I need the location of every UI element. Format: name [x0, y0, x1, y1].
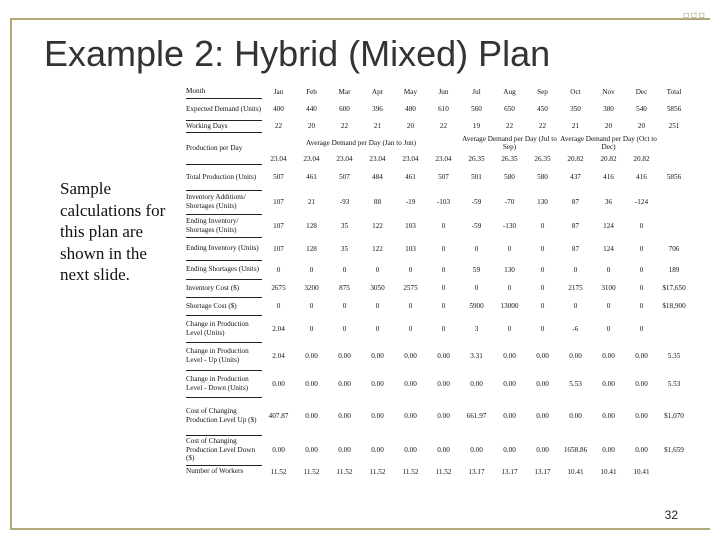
production-per-day-label: Production per Day: [186, 132, 262, 164]
total-cell: [658, 465, 690, 478]
row-label: Ending Inventory/ Shortages (Units): [186, 214, 262, 237]
plan-row-11: [186, 435, 690, 465]
table-cell: 0.00: [305, 446, 318, 454]
table-cell: -130: [502, 221, 517, 230]
table-cell: 0: [507, 244, 512, 253]
blank-cell: [658, 132, 690, 154]
row-label: Change in Production Level (Units): [186, 315, 262, 342]
table-cell: 0: [309, 265, 314, 274]
table-cell: 130: [537, 198, 548, 206]
month-cell: Feb: [306, 88, 317, 96]
table-cell: 11.52: [270, 467, 287, 476]
table-cell: 0: [639, 265, 644, 274]
table-cell: 540: [636, 105, 647, 113]
table-cell: 0.00: [569, 412, 582, 420]
average-demand-annotation-row: [186, 132, 690, 154]
table-cell: 2.04: [272, 352, 285, 360]
table-cell: 0: [441, 221, 446, 230]
table-cell: 380: [603, 105, 614, 113]
table-cell: 0.00: [602, 352, 615, 360]
month-cell: Apr: [371, 88, 384, 96]
plan-row-2: [186, 214, 690, 237]
table-cell: 128: [306, 221, 317, 230]
table-cell: 124: [603, 221, 614, 230]
table-cell: 0: [606, 265, 611, 274]
table-cell: 600: [339, 105, 350, 113]
table-cell: 0.00: [470, 446, 483, 454]
table-cell: 450: [537, 105, 548, 113]
table-cell: 610: [438, 105, 449, 113]
table-cell: 122: [372, 244, 383, 253]
total-cell: [658, 315, 690, 342]
table-cell: 0: [639, 324, 644, 333]
table-cell: 10.41: [600, 467, 617, 476]
table-cell: 87: [571, 221, 580, 230]
table-cell: 0: [639, 244, 644, 253]
table-cell: 0: [573, 302, 578, 310]
plan-row-12: [186, 465, 690, 478]
month-cell: Oct: [570, 88, 581, 96]
total-cell: 5.35: [667, 352, 681, 360]
table-cell: 20: [637, 122, 646, 130]
slide-frame-top: [10, 18, 710, 20]
table-cell: 22: [538, 122, 547, 130]
table-cell: 23.04: [402, 155, 419, 163]
table-cell: 650: [504, 105, 515, 113]
table-cell: -59: [471, 198, 482, 206]
table-cell: 21: [571, 122, 580, 130]
table-cell: 437: [570, 173, 581, 181]
table-cell: 0: [408, 265, 413, 274]
row-label: Change in Production Level - Up (Units): [186, 342, 262, 370]
table-cell: 0.00: [602, 412, 615, 420]
month-cell: Sep: [537, 88, 548, 96]
table-cell: 20: [307, 122, 316, 130]
table-cell: 0: [474, 244, 479, 253]
table-cell: 0.00: [404, 379, 417, 388]
slide-frame-left: [10, 18, 12, 528]
table-cell: 461: [405, 173, 416, 181]
table-cell: 35: [340, 244, 349, 253]
table-cell: 0: [639, 284, 644, 292]
table-cell: 11.52: [336, 467, 353, 476]
table-cell: 0.00: [635, 446, 648, 454]
table-cell: 13.17: [468, 467, 485, 476]
header-row: [186, 86, 690, 98]
table-cell: 22: [340, 122, 349, 130]
table-cell: 59: [472, 265, 481, 274]
table-cell: 23.04: [336, 155, 353, 163]
table-cell: 0.00: [404, 446, 417, 454]
table-cell: -124: [634, 198, 649, 206]
table-cell: 0.00: [470, 379, 483, 388]
month-cell: Aug: [503, 88, 516, 96]
table-cell: 0: [342, 324, 347, 333]
table-cell: 107: [273, 198, 284, 206]
total-cell: 189: [668, 265, 680, 274]
table-cell: 21: [373, 122, 382, 130]
total-cell: $1,659: [664, 446, 684, 454]
table-cell: 0.00: [371, 352, 384, 360]
table-cell: 0: [474, 284, 479, 292]
table-cell: 875: [339, 284, 350, 292]
table-cell: 0.00: [536, 352, 549, 360]
table-cell: -6: [572, 324, 579, 333]
table-cell: 2675: [271, 284, 286, 292]
table-cell: 416: [603, 173, 614, 181]
table-cell: 0.00: [437, 412, 450, 420]
slide-frame-bottom: [10, 528, 710, 530]
table-cell: 0: [441, 244, 446, 253]
month-cell: Dec: [635, 88, 648, 96]
table-cell: 507: [273, 173, 284, 181]
production-per-day-row: [186, 154, 690, 164]
table-cell: 0: [276, 302, 281, 310]
table-cell: 396: [372, 105, 383, 113]
table-cell: 20.82: [633, 155, 650, 163]
table-cell: 23.04: [435, 155, 452, 163]
table-cell: 0.00: [503, 352, 516, 360]
table-cell: 0.00: [338, 379, 351, 388]
table-cell: 0.00: [272, 446, 285, 454]
table-cell: 400: [273, 105, 284, 113]
table-cell: 35: [340, 221, 349, 230]
table-cell: 3: [474, 324, 479, 333]
table-cell: 0.00: [338, 352, 351, 360]
table-cell: 0.00: [635, 379, 648, 388]
row-label: Inventory Cost ($): [186, 279, 262, 297]
table-cell: 13.17: [534, 467, 551, 476]
avg-demand-oct-dec-note: Average Demand per Day (Oct to Dec): [560, 134, 657, 151]
table-cell: 107: [273, 244, 284, 253]
plan-row-6: [186, 297, 690, 315]
table-cell: -59: [471, 221, 482, 230]
table-cell: 580: [537, 173, 548, 181]
total-cell: 5856: [666, 173, 682, 181]
table-cell: 0: [309, 324, 314, 333]
table-cell: 19: [472, 122, 481, 130]
table-cell: 0: [540, 284, 545, 292]
table-cell: 0.00: [404, 352, 417, 360]
table-cell: 0: [276, 265, 281, 274]
row-label: Shortage Cost ($): [186, 297, 262, 315]
row-label: Working Days: [186, 120, 262, 132]
table-cell: 103: [405, 221, 416, 230]
table-cell: 0.00: [569, 352, 582, 360]
table-cell: 0: [540, 265, 545, 274]
table-cell: 87: [571, 244, 580, 253]
table-cell: 407.87: [268, 412, 289, 420]
table-cell: 0: [573, 265, 578, 274]
table-cell: 0: [639, 302, 644, 310]
month-cell: Jun: [438, 88, 449, 96]
total-cell: $1,070: [664, 412, 684, 420]
plan-row-1: [186, 190, 690, 214]
table-cell: 3100: [601, 284, 616, 292]
table-cell: 0.00: [371, 412, 384, 420]
table-cell: 0.00: [437, 379, 450, 388]
table-cell: 22: [439, 122, 448, 130]
table-cell: 11.52: [402, 467, 419, 476]
table-cell: 0.00: [305, 412, 318, 420]
row-label: Inventory Additions/ Shortages (Units): [186, 190, 262, 214]
table-cell: 0.00: [536, 446, 549, 454]
month-cell: Jul: [472, 88, 481, 96]
table-cell: 0.00: [371, 446, 384, 454]
table-cell: 2175: [568, 284, 583, 292]
table-cell: 107: [273, 221, 284, 230]
table-cell: 0.00: [602, 379, 615, 388]
table-cell: 661.97: [466, 412, 487, 420]
month-cell: Nov: [602, 88, 615, 96]
table-cell: 22: [505, 122, 514, 130]
table-cell: 0.00: [404, 412, 417, 420]
table-cell: 5900: [469, 302, 484, 310]
month-cell: Jan: [273, 88, 284, 96]
table-cell: 0: [342, 302, 347, 310]
table-cell: 416: [636, 173, 647, 181]
table-cell: 0.00: [536, 379, 549, 388]
plan-row-8: [186, 342, 690, 370]
table-cell: -103: [436, 198, 451, 206]
table-cell: 23.04: [303, 155, 320, 163]
table-cell: 507: [339, 173, 350, 181]
table-cell: 20.82: [567, 155, 584, 163]
table-cell: 440: [306, 105, 317, 113]
corner-decoration: ▫▫▫: [682, 10, 706, 21]
row-label: Number of Workers: [186, 467, 244, 476]
table-cell: -70: [504, 198, 515, 206]
slide-title: Example 2: Hybrid (Mixed) Plan: [44, 33, 551, 74]
total-cell: [658, 190, 690, 214]
table-cell: 10.41: [567, 467, 584, 476]
table-cell: 0.00: [503, 412, 516, 420]
row-label: Cost of Changing Production Level Up ($): [186, 397, 262, 435]
table-cell: 13000: [500, 302, 519, 310]
table-cell: 0: [540, 244, 545, 253]
table-cell: 11.52: [435, 467, 452, 476]
table-cell: 0: [540, 302, 545, 310]
table-cell: 13.17: [501, 467, 518, 476]
table-cell: 36: [604, 198, 613, 206]
side-note: Sample calculations for this plan are shown in the next slide.: [60, 179, 166, 284]
plan-row-4: [186, 260, 690, 279]
table-cell: 0.00: [371, 379, 384, 388]
table-cell: 11.52: [303, 467, 320, 476]
row-label: Cost of Changing Production Level Down ($): [186, 435, 262, 465]
table-cell: 10.41: [633, 467, 650, 476]
table-cell: 0.00: [305, 352, 318, 360]
table-cell: 0.00: [437, 446, 450, 454]
table-cell: 507: [438, 173, 449, 181]
plan-row-5: [186, 279, 690, 297]
table-cell: 0.00: [602, 446, 615, 454]
total-cell: 251: [668, 122, 680, 130]
table-cell: 0: [540, 324, 545, 333]
table-cell: 22: [274, 122, 283, 130]
total-cell: 706: [668, 244, 680, 253]
table-cell: 0.00: [437, 352, 450, 360]
plan-row-3: [186, 237, 690, 260]
total-cell: $18,900: [662, 302, 686, 310]
row-label: Ending Inventory (Units): [186, 237, 262, 260]
table-cell: 0.00: [305, 379, 318, 388]
row-label: Ending Shortages (Units): [186, 260, 262, 279]
working-days-row: [186, 120, 690, 132]
table-cell: 461: [306, 173, 317, 181]
table-cell: 3200: [304, 284, 319, 292]
avg-demand-jan-jun-note: Average Demand per Day (Jan to Jun): [305, 138, 417, 147]
month-header: Month: [186, 86, 262, 98]
table-cell: 26.35: [534, 155, 551, 163]
table-cell: 0: [507, 284, 512, 292]
table-cell: 87: [571, 198, 580, 206]
total-cell: 5856: [666, 105, 682, 113]
plan-row-9: [186, 370, 690, 397]
table-cell: 21: [307, 198, 316, 206]
table-cell: 2575: [403, 284, 418, 292]
table-cell: 3050: [370, 284, 385, 292]
table-cell: 580: [504, 173, 515, 181]
table-cell: 0: [441, 265, 446, 274]
table-cell: 88: [373, 198, 382, 206]
table-cell: 2.04: [272, 324, 285, 333]
table-cell: 0: [540, 221, 545, 230]
row-label: Total Production (Units): [186, 164, 262, 190]
table-cell: 0.00: [338, 412, 351, 420]
table-cell: 0: [309, 302, 314, 310]
total-cell: [658, 214, 690, 237]
total-cell: [658, 154, 690, 164]
table-cell: 23.04: [369, 155, 386, 163]
table-cell: 130: [504, 265, 515, 274]
table-cell: 480: [405, 105, 416, 113]
table-cell: 0: [375, 265, 380, 274]
table-cell: 560: [471, 105, 482, 113]
hybrid-plan-table: [186, 86, 690, 478]
table-cell: 0: [375, 302, 380, 310]
table-cell: 1658.86: [563, 446, 588, 454]
table-cell: 0: [639, 221, 644, 230]
table-cell: 0.00: [503, 446, 516, 454]
table-cell: 0: [408, 302, 413, 310]
page-number: 32: [664, 508, 678, 522]
table-cell: 5.53: [569, 379, 582, 388]
total-cell: $17,650: [662, 284, 686, 292]
table-cell: 484: [372, 173, 383, 181]
table-cell: 26.35: [501, 155, 518, 163]
table-cell: 0: [342, 265, 347, 274]
table-cell: 0: [606, 324, 611, 333]
avg-demand-jul-sep-note: Average Demand per Day (Jul to Sep): [462, 134, 557, 151]
table-cell: 0.00: [503, 379, 516, 388]
table-cell: 3.31: [470, 352, 483, 360]
table-cell: 0: [441, 284, 446, 292]
table-cell: 20: [406, 122, 415, 130]
month-cell: Mar: [338, 88, 351, 96]
total-header: Total: [666, 88, 682, 96]
table-cell: 0.00: [272, 379, 285, 388]
table-cell: 0: [441, 324, 446, 333]
table-cell: 0.00: [536, 412, 549, 420]
table-cell: -19: [405, 198, 416, 206]
table-cell: 350: [570, 105, 581, 113]
table-cell: 0: [606, 302, 611, 310]
table-cell: -93: [339, 198, 350, 206]
total-cell: 5.53: [667, 379, 681, 388]
row-label: Expected Demand (Units): [186, 98, 262, 120]
table-cell: 0: [375, 324, 380, 333]
table-cell: 103: [405, 244, 416, 253]
table-cell: 20.82: [600, 155, 617, 163]
table-cell: 0.00: [338, 446, 351, 454]
table-cell: 128: [306, 244, 317, 253]
table-cell: 0: [408, 324, 413, 333]
expected-demand-row: [186, 98, 690, 120]
table-cell: 0.00: [635, 352, 648, 360]
table-cell: 11.52: [369, 467, 386, 476]
table-cell: 26.35: [468, 155, 485, 163]
plan-row-7: [186, 315, 690, 342]
row-label: Change in Production Level - Down (Units): [186, 370, 262, 397]
table-cell: 501: [471, 173, 482, 181]
table-cell: 0.00: [635, 412, 648, 420]
table-cell: 122: [372, 221, 383, 230]
plan-row-10: [186, 397, 690, 435]
table-cell: 0: [441, 302, 446, 310]
table-cell: 124: [603, 244, 614, 253]
plan-row-0: [186, 164, 690, 190]
month-cell: May: [403, 88, 418, 96]
table-cell: 0: [507, 324, 512, 333]
table-cell: 20: [604, 122, 613, 130]
table-cell: 23.04: [270, 155, 287, 163]
